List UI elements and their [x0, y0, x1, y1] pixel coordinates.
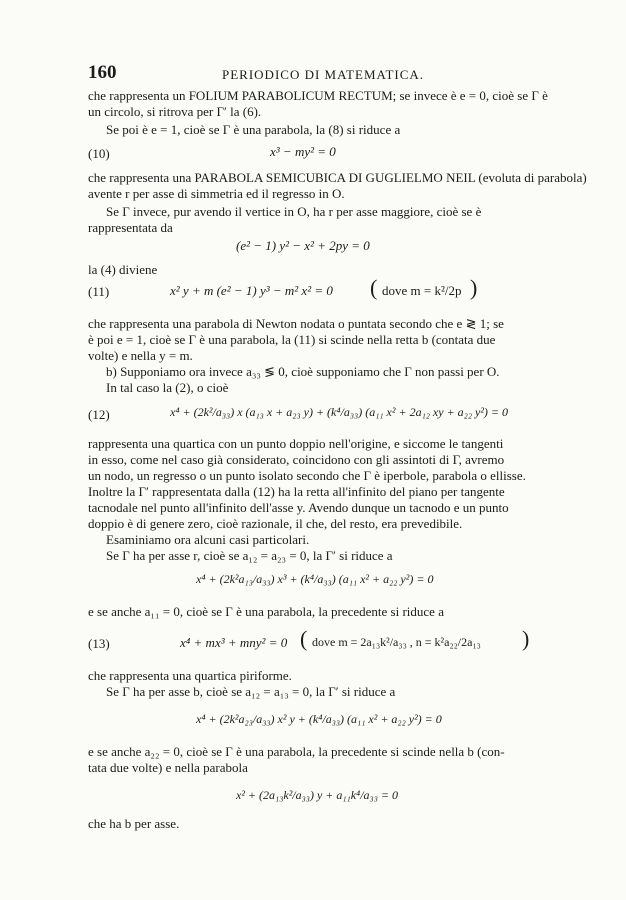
text-line: rappresentata da: [88, 220, 173, 235]
equation-13: x⁴ + mx³ + mny² = 0: [180, 635, 288, 650]
text-line: rappresenta una quartica con un punto doppio nell'origine, e siccome le tangenti: [88, 436, 504, 451]
text-line: volte) e nella y = m.: [88, 348, 193, 363]
text-line: b) Supponiamo ora invece a₃₃ ≶ 0, cioè supponiamo che Γ non passi per O.: [106, 364, 500, 379]
equation-13-condition: dove m = 2a₁₃k²/a₃₃ , n = k²a₂₂/2a₁₃: [312, 635, 481, 649]
text-line: Se Γ ha per asse b, cioè se a₁₂ = a₁₃ = 0, la Γ′ si riduce a: [106, 684, 396, 699]
text-line: che ha b per asse.: [88, 816, 180, 831]
paren-close: ): [470, 275, 478, 300]
text-line: avente r per asse di simmetria ed il regresso in O.: [88, 186, 345, 201]
equation-10: x³ − my² = 0: [270, 144, 336, 159]
text-line: In tal caso la (2), o cioè: [106, 380, 229, 395]
text-line: e se anche a₂₂ = 0, cioè se Γ è una parabola, la precedente si scinde nella b (con-: [88, 744, 505, 759]
paren-open: (: [300, 626, 308, 651]
text-line: è poi e = 1, cioè se Γ è una parabola, la (11) si scinde nella retta b (contata due: [88, 332, 496, 347]
text-line: un circolo, si ritrova per Γ′ la (6).: [88, 104, 262, 119]
paren-close: ): [522, 626, 530, 651]
text-line: tata due volte) e nella parabola: [88, 760, 248, 775]
equation: (e² − 1) y² − x² + 2py = 0: [236, 238, 370, 253]
text-line: Esaminiamo ora alcuni casi particolari.: [106, 532, 310, 547]
text-line: in esso, come nel caso già considerato, coincidono con gli assintoti di Γ, avremo: [88, 452, 505, 467]
equation-number: (13): [88, 636, 110, 651]
text-line: un nodo, un regresso o un punto isolato secondo che Γ è iperbole, parabola o ellisse.: [88, 468, 526, 483]
equation: x⁴ + (2k²a₂₃/a₃₃) x² y + (k⁴/a₃₃) (a₁₁ x² + a₂₂ y²) = 0: [196, 712, 442, 726]
equation: x² + (2a₁₃k²/a₃₃) y + a₁₁k⁴/a₃₃ = 0: [236, 788, 398, 802]
running-header: PERIODICO DI MATEMATICA.: [222, 67, 425, 82]
equation-12: x⁴ + (2k²/a₃₃) x (a₁₃ x + a₂₃ y) + (k⁴/a₃₃) (a₁₁ x² + 2a₁₂ xy + a₂₂ y²) = 0: [170, 405, 509, 419]
text-line: che rappresenta una parabola di Newton nodata o puntata secondo che e ≷ 1; se: [88, 316, 504, 331]
equation: x⁴ + (2k²a₁₃/a₃₃) x³ + (k⁴/a₃₃) (a₁₁ x² + a₂₂ y²) = 0: [196, 572, 434, 586]
text-line: Inoltre la Γ′ rappresentata dalla (12) ha la retta all'infinito del piano per tangente: [88, 484, 505, 499]
equation-number: (11): [88, 284, 110, 299]
text-line: che rappresenta una PARABOLA SEMICUBICA DI GUGLIELMO NEIL (evoluta di parabola): [88, 170, 587, 185]
equation-11: x² y + m (e² − 1) y³ − m² x² = 0: [170, 283, 333, 298]
text-line: che rappresenta una quartica piriforme.: [88, 668, 292, 683]
text-line: e se anche a₁₁ = 0, cioè se Γ è una parabola, la precedente si riduce a: [88, 604, 444, 619]
text-line: Se Γ ha per asse r, cioè se a₁₂ = a₂₃ = 0, la Γ′ si riduce a: [106, 548, 393, 563]
text-line: doppio è di genere zero, cioè razionale, il che, del resto, era prevedibile.: [88, 516, 463, 531]
equation-number: (12): [88, 407, 110, 422]
text-line: tacnodale nel punto all'infinito dell'asse y. Avendo dunque un tacnodo e un punto: [88, 500, 509, 515]
equation-number: (10): [88, 146, 110, 161]
page-number: 160: [88, 62, 117, 83]
paren-open: (: [370, 275, 378, 300]
text-line: Se poi è e = 1, cioè se Γ è una parabola, la (8) si riduce a: [106, 122, 401, 137]
equation-11-condition: dove m = k²/2p: [382, 283, 462, 298]
text-line: Se Γ invece, pur avendo il vertice in O, ha r per asse maggiore, cioè se è: [106, 204, 482, 219]
text-line: la (4) diviene: [88, 262, 158, 277]
text-line: che rappresenta un FOLIUM PARABOLICUM RECTUM; se invece è e = 0, cioè se Γ è: [88, 88, 548, 103]
